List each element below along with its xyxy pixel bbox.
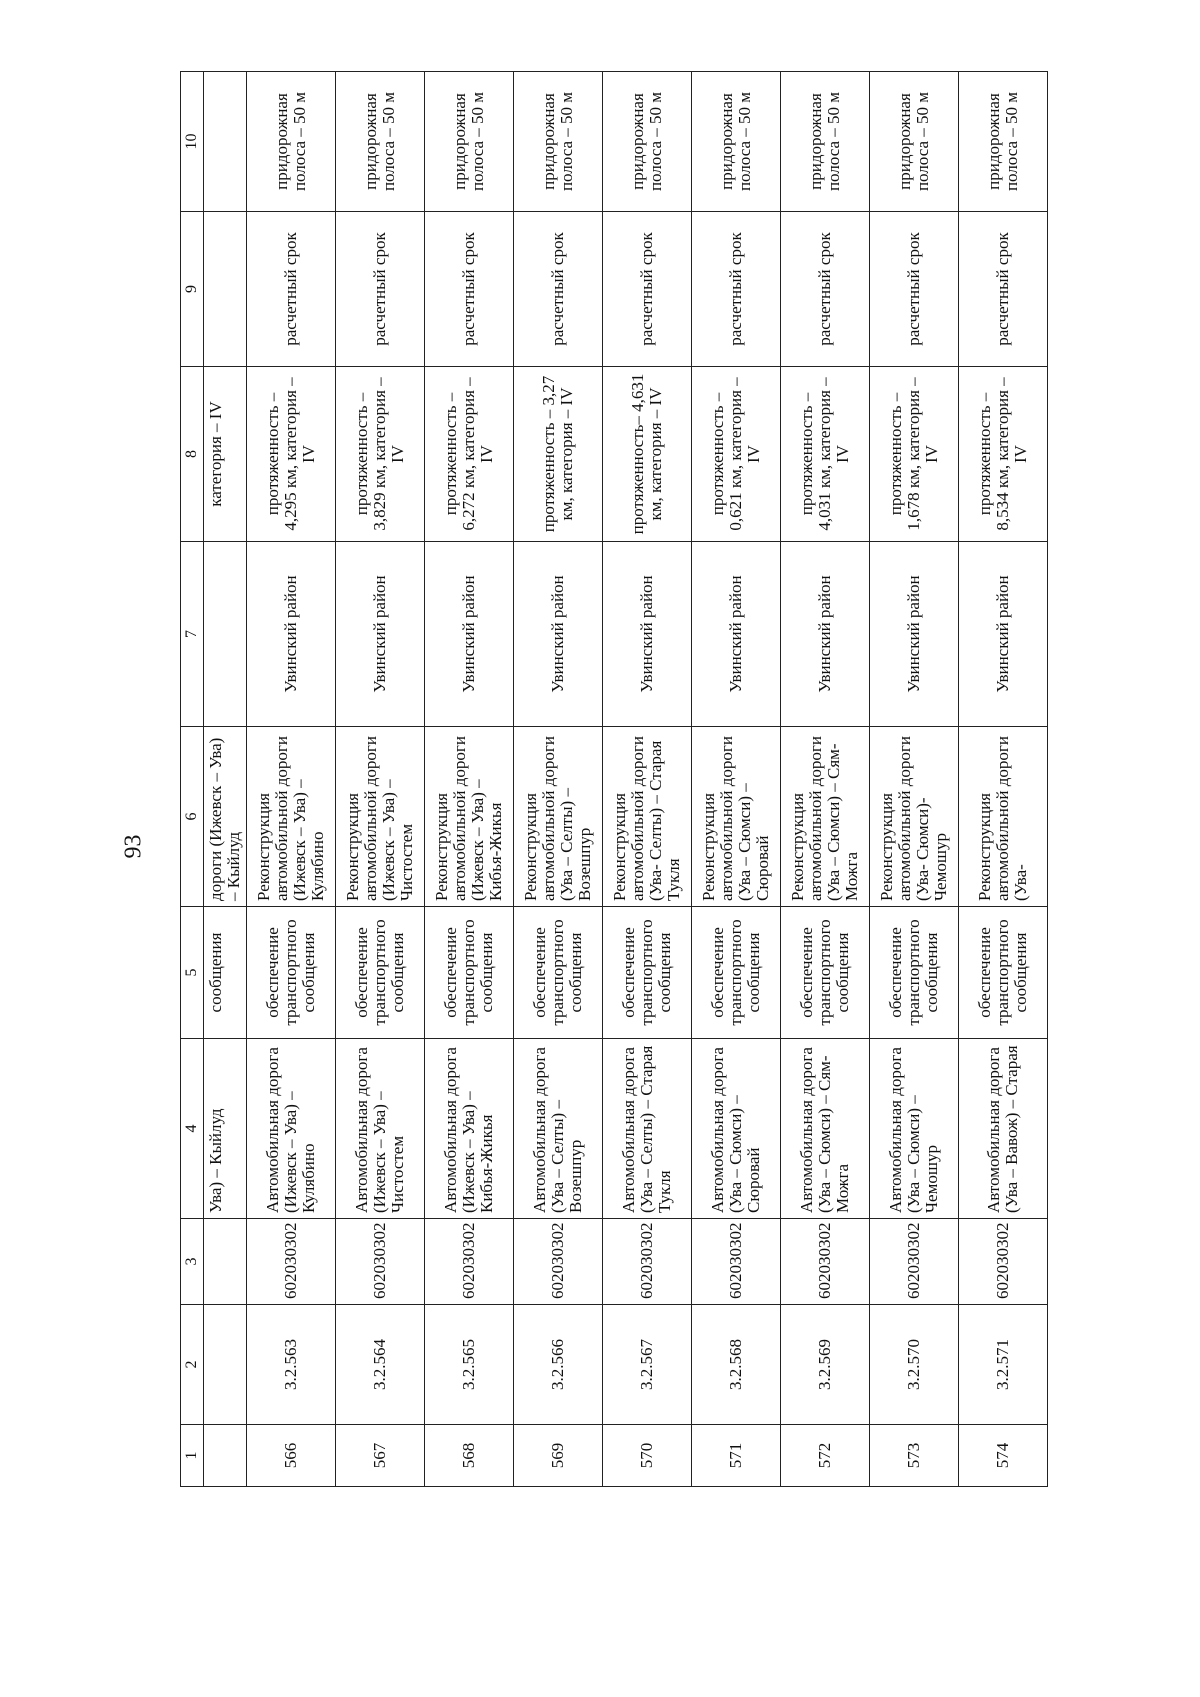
- cell-characteristics: протяженность– 4,631 км, категория – IV: [603, 367, 692, 542]
- cell-purpose: обеспечение транспортного сообщения: [247, 907, 336, 1039]
- cell-event: Реконструкция автомобильной дороги (Ижевск – Ува) – Чистостем: [336, 727, 425, 907]
- cell-row-number: 571: [692, 1425, 781, 1487]
- continuation-event: дороги (Ижевск – Ува) – Кыйлуд: [204, 727, 247, 907]
- cell-location: Увинский район: [514, 542, 603, 727]
- cell-purpose: обеспечение транспортного сообщения: [959, 907, 1048, 1039]
- cell-purpose: обеспечение транспортного сообщения: [336, 907, 425, 1039]
- table-row: [336, 72, 425, 1487]
- cell-zone: придорожная полоса – 50 м: [781, 72, 870, 212]
- cell-row-number: 569: [514, 1425, 603, 1487]
- cell-term: расчетный срок: [959, 212, 1048, 367]
- cell-event: Реконструкция автомобильной дороги (Ува – Селты) – Возешпур: [514, 727, 603, 907]
- cell-term: расчетный срок: [781, 212, 870, 367]
- cell-location: Увинский район: [959, 542, 1048, 727]
- cell-row-number: 568: [425, 1425, 514, 1487]
- table-row: [425, 72, 514, 1487]
- column-number-2: 2: [181, 1305, 204, 1425]
- cell-classifier-code: 602030302: [336, 1219, 425, 1305]
- cell-zone: придорожная полоса – 50 м: [425, 72, 514, 212]
- cell-object-code: 3.2.571: [959, 1305, 1048, 1425]
- cell-classifier-code: 602030302: [425, 1219, 514, 1305]
- column-number-9: 9: [181, 212, 204, 367]
- continuation-characteristics: категория – IV: [204, 367, 247, 542]
- cell-characteristics: протяженность – 4,295 км, категория – IV: [247, 367, 336, 542]
- cell-characteristics: протяженность – 1,678 км, категория – IV: [870, 367, 959, 542]
- column-number-3: 3: [181, 1219, 204, 1305]
- cell-purpose: обеспечение транспортного сообщения: [692, 907, 781, 1039]
- cell-object-name: Автомобильная дорога (Ижевск – Ува) – Чистостем: [336, 1039, 425, 1219]
- table-row: [514, 72, 603, 1487]
- cell-characteristics: протяженность – 3,829 км, категория – IV: [336, 367, 425, 542]
- cell-object-name: Автомобильная дорога (Ува – Селты) – Возешпур: [514, 1039, 603, 1219]
- column-number-8: 8: [181, 367, 204, 542]
- cell-classifier-code: 602030302: [247, 1219, 336, 1305]
- cell-classifier-code: 602030302: [692, 1219, 781, 1305]
- cell-characteristics: протяженность – 8,534 км, категория – IV: [959, 367, 1048, 542]
- cell-classifier-code: 602030302: [781, 1219, 870, 1305]
- column-number-4: 4: [181, 1039, 204, 1219]
- cell-purpose: обеспечение транспортного сообщения: [781, 907, 870, 1039]
- column-number-header-row: [181, 72, 204, 1487]
- table-row: [870, 72, 959, 1487]
- continuation-name: Ува) – Кыйлуд: [204, 1039, 247, 1219]
- table-row: [603, 72, 692, 1487]
- cell-object-name: Автомобильная дорога (Ува – Вавож) – Старая: [959, 1039, 1048, 1219]
- cell-zone: придорожная полоса – 50 м: [514, 72, 603, 212]
- cell-object-name: Автомобильная дорога (Ува – Сюмси) – Сюровай: [692, 1039, 781, 1219]
- cell-event: Реконструкция автомобильной дороги (Ува-: [959, 727, 1048, 907]
- cell-object-code: 3.2.569: [781, 1305, 870, 1425]
- cell-location: Увинский район: [336, 542, 425, 727]
- rotated-table-wrapper: [180, 72, 1098, 1487]
- cell-location: Увинский район: [603, 542, 692, 727]
- cell-term: расчетный срок: [514, 212, 603, 367]
- table-row: [247, 72, 336, 1487]
- cell-location: Увинский район: [781, 542, 870, 727]
- cell-term: расчетный срок: [692, 212, 781, 367]
- column-number-6: 6: [181, 727, 204, 907]
- column-number-7: 7: [181, 542, 204, 727]
- cell-term: расчетный срок: [870, 212, 959, 367]
- cell-row-number: 570: [603, 1425, 692, 1487]
- cell-object-code: 3.2.565: [425, 1305, 514, 1425]
- cell-location: Увинский район: [247, 542, 336, 727]
- document-sheet: [180, 72, 1200, 1487]
- cell-object-name: Автомобильная дорога (Ижевск – Ува) – Кибья-Жикья: [425, 1039, 514, 1219]
- cell-row-number: 572: [781, 1425, 870, 1487]
- cell-object-code: 3.2.564: [336, 1305, 425, 1425]
- column-number-10: 10: [181, 72, 204, 212]
- cell-classifier-code: 602030302: [603, 1219, 692, 1305]
- cell-location: Увинский район: [870, 542, 959, 727]
- cell-term: расчетный срок: [336, 212, 425, 367]
- cell-object-name: Автомобильная дорога (Ува – Сюмси) – Сям-Можга: [781, 1039, 870, 1219]
- cell-classifier-code: 602030302: [514, 1219, 603, 1305]
- cell-zone: придорожная полоса – 50 м: [603, 72, 692, 212]
- cell-event: Реконструкция автомобильной дороги (Ува – Сюмси) – Сюровай: [692, 727, 781, 907]
- table-row: [692, 72, 781, 1487]
- cell-row-number: 573: [870, 1425, 959, 1487]
- cell-zone: придорожная полоса – 50 м: [692, 72, 781, 212]
- cell-zone: придорожная полоса – 50 м: [336, 72, 425, 212]
- cell-object-code: 3.2.563: [247, 1305, 336, 1425]
- cell-row-number: 567: [336, 1425, 425, 1487]
- cell-purpose: обеспечение транспортного сообщения: [425, 907, 514, 1039]
- cell-object-code: 3.2.570: [870, 1305, 959, 1425]
- cell-object-name: Автомобильная дорога (Ува – Сюмси) – Чемошур: [870, 1039, 959, 1219]
- roads-table: [180, 71, 1048, 1487]
- cell-term: расчетный срок: [603, 212, 692, 367]
- cell-object-code: 3.2.568: [692, 1305, 781, 1425]
- page-number: 93: [120, 834, 147, 859]
- cell-event: Реконструкция автомобильной дороги (Ува- Сюмси)-Чемошур: [870, 727, 959, 907]
- cell-event: Реконструкция автомобильной дороги (Ижевск – Ува) – Кулябино: [247, 727, 336, 907]
- cell-classifier-code: 602030302: [870, 1219, 959, 1305]
- cell-characteristics: протяженность – 3,27 км, категория – IV: [514, 367, 603, 542]
- cell-row-number: 574: [959, 1425, 1048, 1487]
- cell-object-code: 3.2.566: [514, 1305, 603, 1425]
- continuation-row: [204, 72, 247, 1487]
- cell-purpose: обеспечение транспортного сообщения: [603, 907, 692, 1039]
- cell-event: Реконструкция автомобильной дороги (Ижевск – Ува) – Кибья-Жикья: [425, 727, 514, 907]
- column-number-5: 5: [181, 907, 204, 1039]
- cell-event: Реконструкция автомобильной дороги (Ува – Сюмси) – Сям-Можга: [781, 727, 870, 907]
- cell-characteristics: протяженность – 0,621 км, категория – IV: [692, 367, 781, 542]
- cell-characteristics: протяженность – 6,272 км, категория – IV: [425, 367, 514, 542]
- cell-location: Увинский район: [425, 542, 514, 727]
- table-row: [959, 72, 1048, 1487]
- cell-zone: придорожная полоса – 50 м: [959, 72, 1048, 212]
- cell-location: Увинский район: [692, 542, 781, 727]
- cell-event: Реконструкция автомобильной дороги (Ува- Селты) – Старая Тукля: [603, 727, 692, 907]
- continuation-purpose: сообщения: [204, 907, 247, 1039]
- cell-purpose: обеспечение транспортного сообщения: [870, 907, 959, 1039]
- cell-purpose: обеспечение транспортного сообщения: [514, 907, 603, 1039]
- cell-object-name: Автомобильная дорога (Ижевск – Ува) – Кулябино: [247, 1039, 336, 1219]
- cell-zone: придорожная полоса – 50 м: [870, 72, 959, 212]
- cell-classifier-code: 602030302: [959, 1219, 1048, 1305]
- cell-characteristics: протяженность – 4,031 км, категория – IV: [781, 367, 870, 542]
- cell-object-code: 3.2.567: [603, 1305, 692, 1425]
- cell-term: расчетный срок: [247, 212, 336, 367]
- cell-zone: придорожная полоса – 50 м: [247, 72, 336, 212]
- table-row: [781, 72, 870, 1487]
- column-number-1: 1: [181, 1425, 204, 1487]
- cell-row-number: 566: [247, 1425, 336, 1487]
- cell-object-name: Автомобильная дорога (Ува – Селты) – Старая Тукля: [603, 1039, 692, 1219]
- cell-term: расчетный срок: [425, 212, 514, 367]
